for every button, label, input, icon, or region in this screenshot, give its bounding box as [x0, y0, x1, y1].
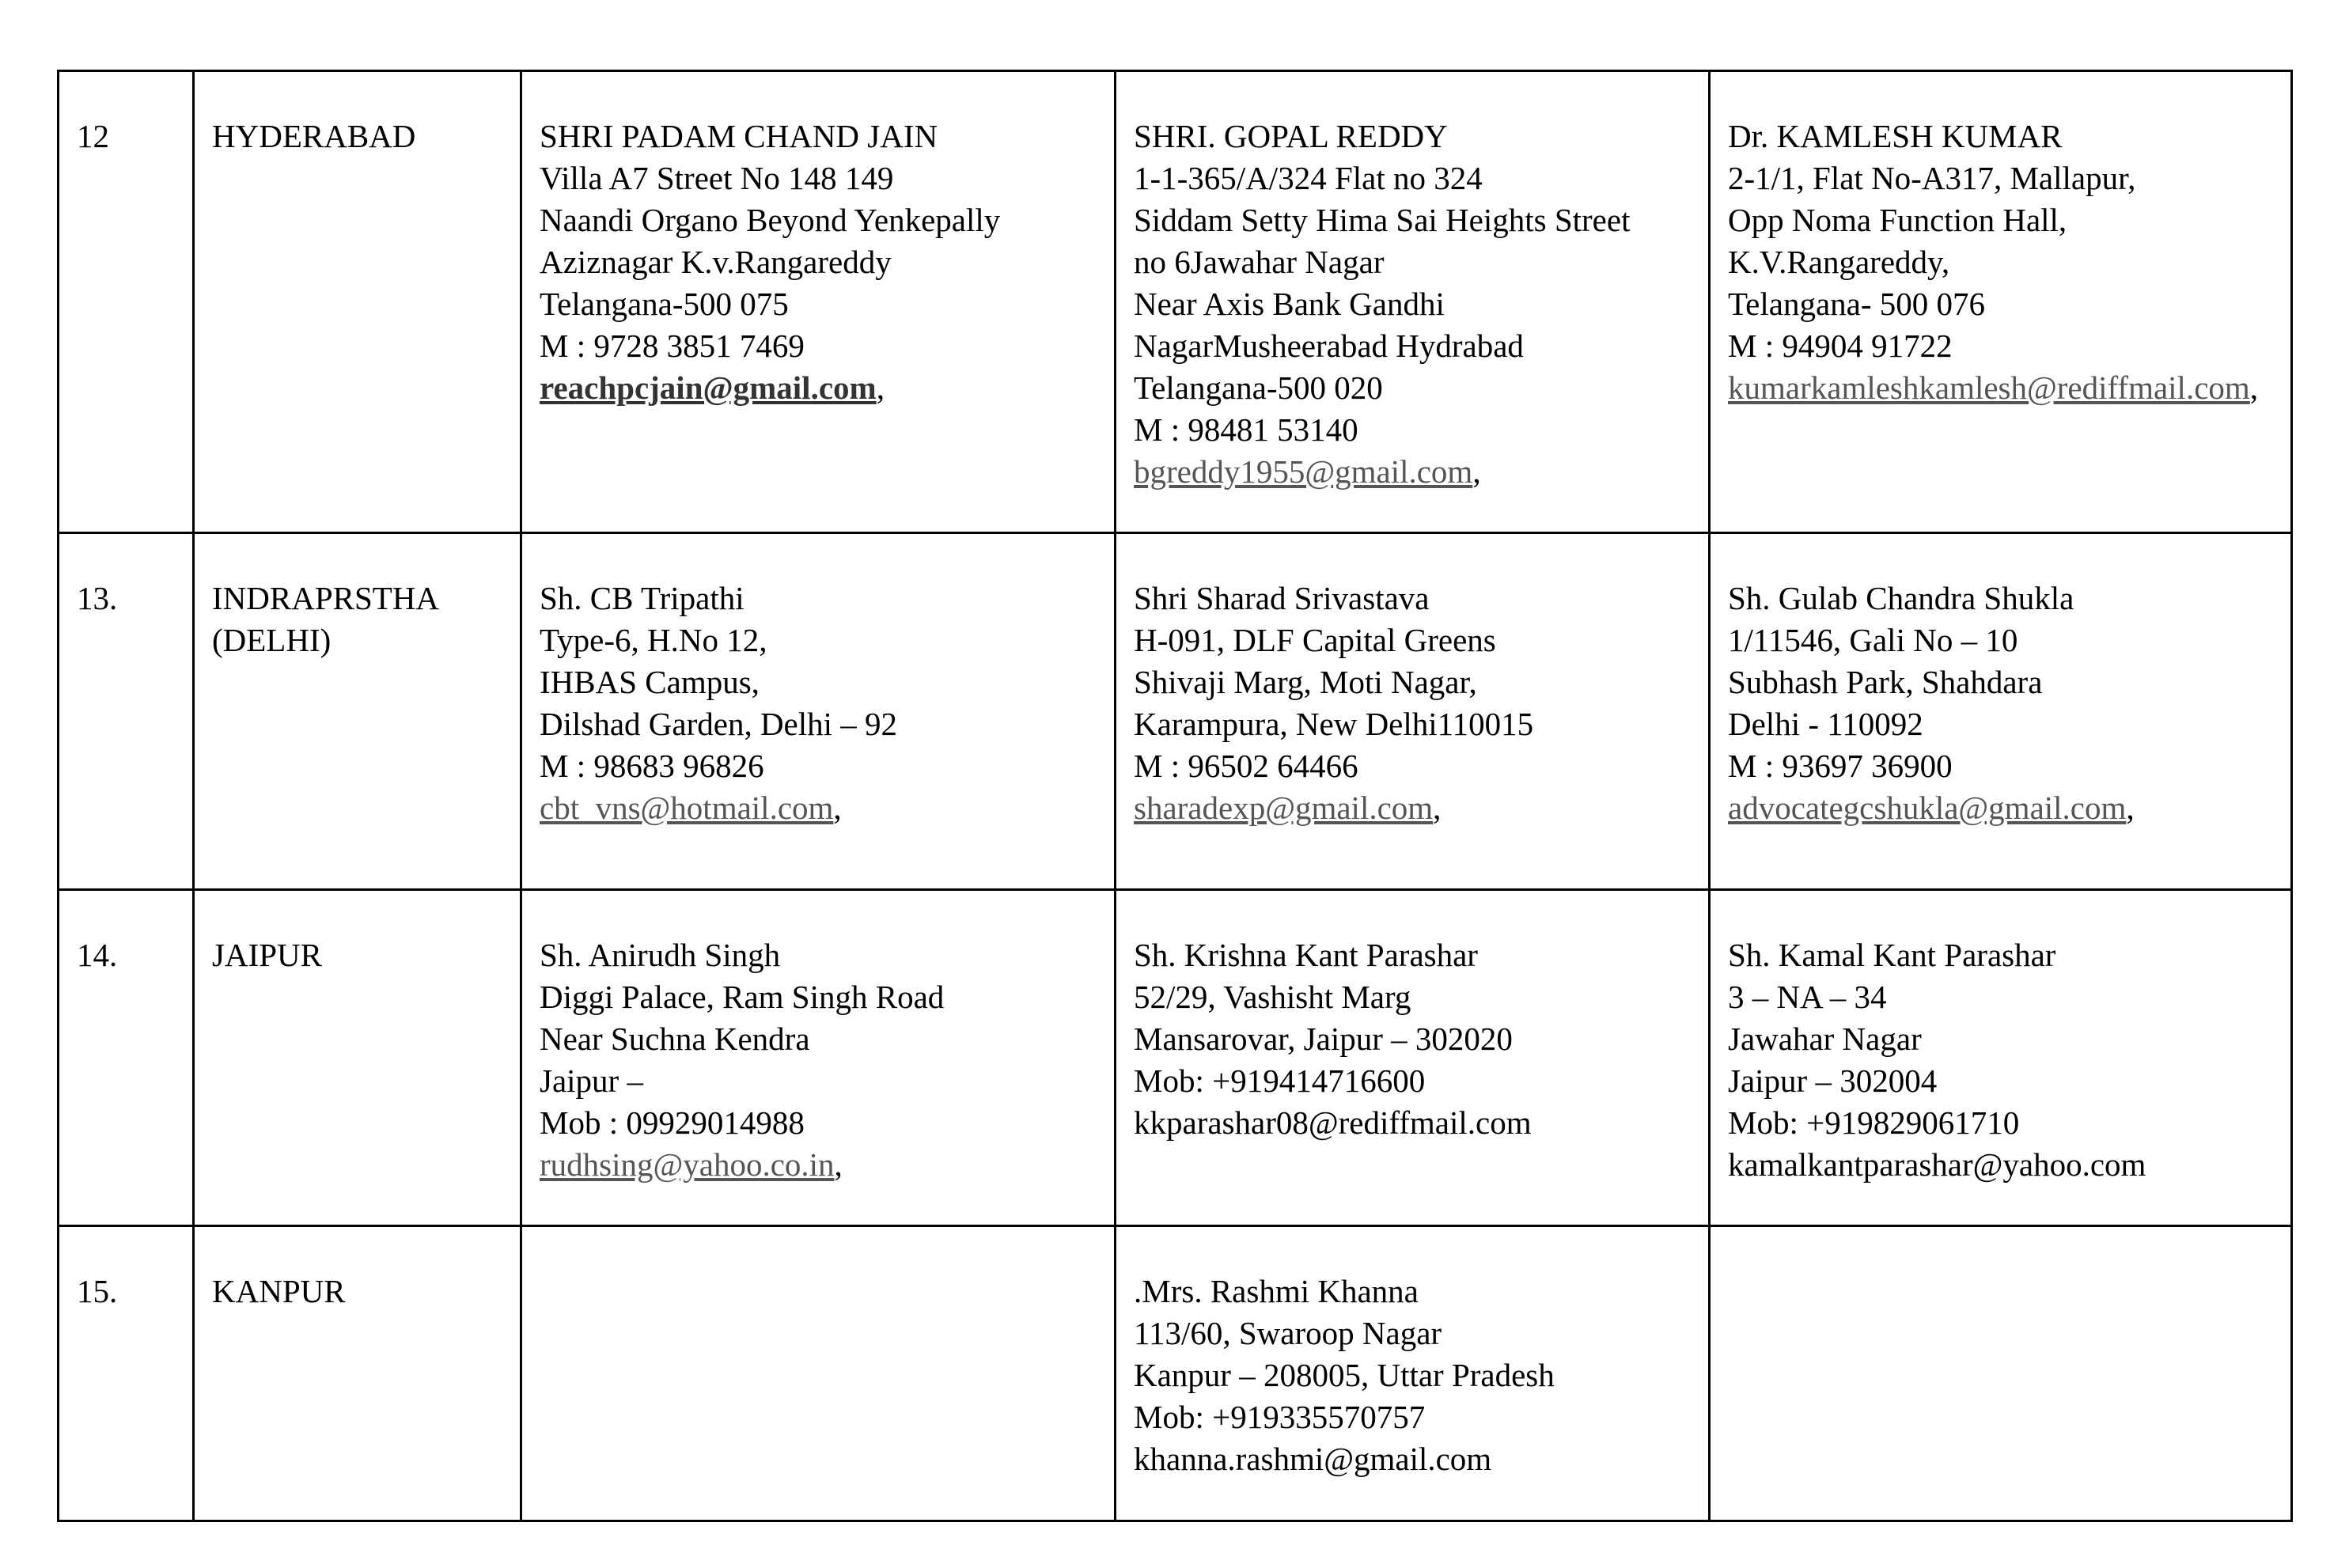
- contact-line: Villa A7 Street No 148 149: [540, 160, 894, 196]
- contact-line: Siddam Setty Hima Sai Heights Street: [1134, 202, 1631, 238]
- email-trail: ,: [833, 790, 842, 826]
- contact-cell: [1710, 71, 2292, 533]
- contact-cell: [1710, 1226, 2292, 1521]
- email-trail: ,: [876, 369, 885, 406]
- email-link[interactable]: reachpcjain@gmail.com: [540, 369, 877, 406]
- contacts-table: [57, 70, 2293, 1522]
- contact-line: Mob : 09929014988: [540, 1104, 805, 1141]
- table-row: [59, 71, 2292, 533]
- contact-line: H-091, DLF Capital Greens: [1134, 622, 1496, 658]
- serial-number: 13.: [77, 580, 118, 616]
- serial-number: 14.: [77, 937, 118, 973]
- serial-number: 12: [77, 118, 109, 154]
- contact-line: Telangana-500 020: [1134, 369, 1383, 406]
- contact-line: Mob: +919829061710: [1728, 1104, 2020, 1141]
- contact-line: 2-1/1, Flat No-A317, Mallapur,: [1728, 160, 2136, 196]
- contact-line: kkparashar08@rediffmail.com: [1134, 1104, 1532, 1141]
- contact-line: Dr. KAMLESH KUMAR: [1728, 118, 2063, 154]
- contact-line: Dilshad Garden, Delhi – 92: [540, 706, 898, 742]
- contact-line: Karampura, New Delhi110015: [1134, 706, 1534, 742]
- contact-line: M : 94904 91722: [1728, 328, 1953, 364]
- contact-line: NagarMusheerabad Hydrabad: [1134, 328, 1524, 364]
- city-line: JAIPUR: [212, 937, 322, 973]
- contact-line: Naandi Organo Beyond Yenkepally: [540, 202, 1001, 238]
- contact-line: K.V.Rangareddy,: [1728, 244, 1950, 280]
- contact-line: IHBAS Campus,: [540, 664, 760, 700]
- serial-cell: [59, 533, 194, 890]
- contact-line: Sh. Anirudh Singh: [540, 937, 781, 973]
- serial-cell: [59, 890, 194, 1226]
- city-cell: [194, 71, 521, 533]
- contact-line: no 6Jawahar Nagar: [1134, 244, 1385, 280]
- contact-line: khanna.rashmi@gmail.com: [1134, 1441, 1492, 1477]
- table-row: [59, 1226, 2292, 1521]
- city-cell: [194, 1226, 521, 1521]
- contact-line: M : 98683 96826: [540, 748, 764, 784]
- city-cell: [194, 890, 521, 1226]
- contact-line: Opp Noma Function Hall,: [1728, 202, 2067, 238]
- contact-cell: [1710, 890, 2292, 1226]
- contact-line: M : 96502 64466: [1134, 748, 1358, 784]
- city-line: INDRAPRSTHA: [212, 580, 440, 616]
- email-link[interactable]: kumarkamleshkamlesh@rediffmail.com: [1728, 369, 2250, 406]
- contact-line: Kanpur – 208005, Uttar Pradesh: [1134, 1357, 1555, 1393]
- email-link[interactable]: cbt_vns@hotmail.com: [540, 790, 834, 826]
- contact-line: M : 93697 36900: [1728, 748, 1953, 784]
- contact-line: Mob: +919335570757: [1134, 1399, 1426, 1435]
- serial-cell: [59, 1226, 194, 1521]
- contact-cell: [1116, 890, 1710, 1226]
- contact-line: 3 – NA – 34: [1728, 979, 1887, 1015]
- contact-cell: [1710, 533, 2292, 890]
- contact-line: M : 9728 3851 7469: [540, 328, 805, 364]
- contact-line: Sh. CB Tripathi: [540, 580, 744, 616]
- contact-line: SHRI. GOPAL REDDY: [1134, 118, 1448, 154]
- contact-line: Sh. Krishna Kant Parashar: [1134, 937, 1478, 973]
- contact-line: Telangana-500 075: [540, 286, 789, 322]
- contact-line: Mob: +919414716600: [1134, 1062, 1426, 1099]
- email-trail: ,: [1472, 453, 1481, 490]
- contact-line: kamalkantparashar@yahoo.com: [1728, 1146, 2146, 1183]
- contact-line: Type-6, H.No 12,: [540, 622, 767, 658]
- contact-line: Delhi - 110092: [1728, 706, 1923, 742]
- city-line: (DELHI): [212, 622, 332, 658]
- contact-line: Sh. Gulab Chandra Shukla: [1728, 580, 2074, 616]
- serial-number: 15.: [77, 1273, 118, 1309]
- email-link[interactable]: advocategcshukla@gmail.com: [1728, 790, 2127, 826]
- contact-line: Mansarovar, Jaipur – 302020: [1134, 1021, 1513, 1057]
- email-trail: ,: [2126, 790, 2135, 826]
- email-trail: ,: [2249, 369, 2259, 406]
- contact-line: SHRI PADAM CHAND JAIN: [540, 118, 938, 154]
- email-link[interactable]: rudhsing@yahoo.co.in: [540, 1146, 835, 1183]
- table-row: [59, 533, 2292, 890]
- contact-line: Jawahar Nagar: [1728, 1021, 1922, 1057]
- contact-line: Near Axis Bank Gandhi: [1134, 286, 1445, 322]
- contact-cell: [1116, 533, 1710, 890]
- contact-line: 113/60, Swaroop Nagar: [1134, 1315, 1442, 1351]
- contact-cell: [1116, 71, 1710, 533]
- contact-cell: [521, 533, 1116, 890]
- contact-cell: [521, 71, 1116, 533]
- contact-cell: [521, 1226, 1116, 1521]
- contact-line: 52/29, Vashisht Marg: [1134, 979, 1411, 1015]
- contact-line: Near Suchna Kendra: [540, 1021, 810, 1057]
- city-line: HYDERABAD: [212, 118, 416, 154]
- city-line: KANPUR: [212, 1273, 346, 1309]
- contact-line: Shivaji Marg, Moti Nagar,: [1134, 664, 1477, 700]
- contact-line: Jaipur – 302004: [1728, 1062, 1938, 1099]
- contact-line: Jaipur –: [540, 1062, 643, 1099]
- contact-cell: [1116, 1226, 1710, 1521]
- table-row: [59, 890, 2292, 1226]
- contact-line: Subhash Park, Shahdara: [1728, 664, 2043, 700]
- contact-line: 1-1-365/A/324 Flat no 324: [1134, 160, 1483, 196]
- serial-cell: [59, 71, 194, 533]
- contact-cell: [521, 890, 1116, 1226]
- city-cell: [194, 533, 521, 890]
- contact-line: Sh. Kamal Kant Parashar: [1728, 937, 2056, 973]
- contact-line: Diggi Palace, Ram Singh Road: [540, 979, 945, 1015]
- contact-line: M : 98481 53140: [1134, 411, 1358, 448]
- email-link[interactable]: bgreddy1955@gmail.com: [1134, 453, 1473, 490]
- contact-line: .Mrs. Rashmi Khanna: [1134, 1273, 1419, 1309]
- email-link[interactable]: sharadexp@gmail.com: [1134, 790, 1434, 826]
- contacts-table-body: [59, 71, 2292, 1521]
- contact-line: Telangana- 500 076: [1728, 286, 1986, 322]
- contact-line: 1/11546, Gali No – 10: [1728, 622, 2018, 658]
- contact-line: Aziznagar K.v.Rangareddy: [540, 244, 892, 280]
- email-trail: ,: [1433, 790, 1442, 826]
- contact-line: Shri Sharad Srivastava: [1134, 580, 1430, 616]
- email-trail: ,: [834, 1146, 843, 1183]
